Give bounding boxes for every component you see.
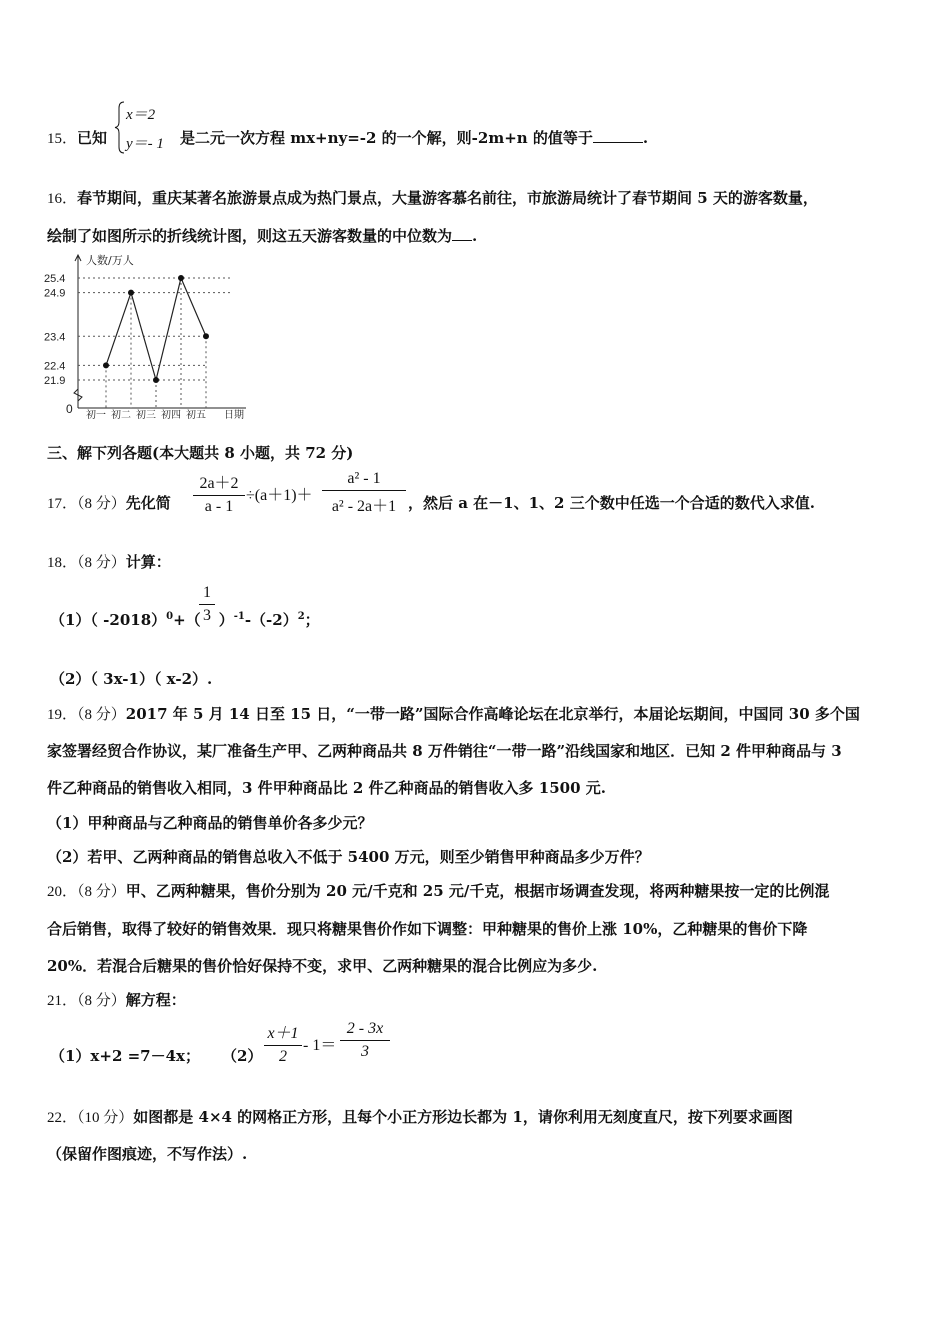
q21-frac2-den: 3 bbox=[361, 1043, 369, 1060]
q18-number: 18． bbox=[47, 555, 78, 571]
q21-start bbox=[47, 989, 186, 1010]
q21-frac1-bar bbox=[264, 1045, 302, 1046]
q16-answer-blank bbox=[452, 226, 472, 241]
y-tick-label: 21.9 bbox=[44, 375, 66, 387]
q16-line2 bbox=[47, 225, 477, 246]
q15-eq2: y＝- 1 bbox=[126, 136, 164, 152]
q17-fraction-2 bbox=[322, 470, 406, 516]
origin-label: 0 bbox=[66, 402, 73, 416]
q22-number: 22． bbox=[47, 1110, 78, 1126]
q18-p1-end: ； bbox=[304, 611, 320, 629]
q19-line2: 家签署经贸合作协议，某厂准备生产甲、乙两种商品共 8 万件销往“一带一路”沿线国家和地区．已知 2 件甲种商品与 3 bbox=[47, 742, 842, 760]
section-3-heading: 三、解下列各题(本大题共 8 小题，共 72 分) bbox=[47, 444, 354, 462]
q21-part2-label: （2） bbox=[222, 1047, 263, 1065]
y-tick-label: 23.4 bbox=[44, 331, 66, 344]
q20-score: （8 分） bbox=[77, 884, 126, 900]
q20-line3: 20%．若混合后糖果的售价恰好保持不变，求甲、乙两种糖果的混合比例应为多少. bbox=[47, 957, 598, 975]
q21-frac2-num: 2 - 3x bbox=[346, 1020, 384, 1037]
y-tick-label: 22.4 bbox=[44, 360, 66, 373]
q16-text2: 绘制了如图所示的折线统计图，则这五天游客数量的中位数为 bbox=[47, 227, 453, 245]
q21-label: 解方程： bbox=[125, 991, 186, 1009]
q18-p1-minus: -（-2） bbox=[244, 611, 298, 629]
q20-line1 bbox=[47, 880, 829, 901]
data-point-初一 bbox=[103, 362, 109, 368]
q16-line1 bbox=[47, 187, 818, 208]
q21-score: （8 分） bbox=[77, 993, 126, 1009]
q20-text1: 甲、乙两种糖果，售价分别为 20 元/千克和 25 元/千克，根据市场调查发现，将两种糖果按一定的比例混 bbox=[125, 882, 830, 900]
data-point-初二 bbox=[128, 290, 134, 296]
q15-prefix: 已知 bbox=[77, 129, 108, 147]
y-tick-label: 25.4 bbox=[44, 273, 66, 285]
q22-text1: 如图都是 4×4 的网格正方形，且每个小正方形边长都为 1，请你利用无刻度直尺，按下列要求画图 bbox=[133, 1108, 793, 1126]
q17-text: ，然后 a 在－1、1、2 三个数中任选一个合适的数代入求值. bbox=[408, 494, 815, 512]
q21-frac1-den: 2 bbox=[279, 1048, 287, 1065]
data-point-初三 bbox=[153, 377, 159, 383]
q17-frac1-bar bbox=[193, 495, 245, 496]
q15-text: 是二元一次方程 mx+ny=-2 的一个解，则-2m+n 的值等于 bbox=[180, 129, 593, 147]
q21-frac1-num: x＋1 bbox=[267, 1025, 299, 1042]
q17-start bbox=[47, 492, 171, 513]
q21-fraction-1 bbox=[264, 1020, 302, 1066]
q22-score: （10 分） bbox=[77, 1110, 134, 1126]
y-axis-label: 人数/万人 bbox=[86, 254, 134, 267]
q15-answer-blank bbox=[593, 128, 643, 143]
q22-line1 bbox=[47, 1106, 793, 1127]
q18-label: 计算： bbox=[125, 553, 171, 571]
q18-part1 bbox=[50, 609, 320, 630]
q21-frac2-bar bbox=[340, 1040, 390, 1041]
q18-part2: （2）（ 3x-1）（ x-2）. bbox=[50, 670, 213, 688]
x-tick-label: 初五 bbox=[186, 410, 206, 421]
q17-frac1-num: 2a＋2 bbox=[199, 475, 239, 492]
q19-sub2: （2）若甲、乙两种商品的销售总收入不低于 5400 万元，则至少销售甲种商品多少万件？ bbox=[47, 848, 650, 866]
q15-brace bbox=[114, 100, 126, 155]
q16-number: 16． bbox=[47, 191, 78, 207]
x-tick-label: 初一 bbox=[86, 410, 106, 421]
q18-p1-exp0: 0 bbox=[166, 611, 174, 622]
q17-score: （8 分） bbox=[77, 496, 126, 512]
x-tick-label: 初二 bbox=[111, 410, 131, 421]
q21-part1: （1）x+2 =7－4x； bbox=[50, 1047, 200, 1065]
x-axis-label: 日期 bbox=[224, 410, 244, 421]
q18-p1-start: （1）（ -2018） bbox=[50, 611, 167, 629]
q15-eq1: x＝2 bbox=[126, 107, 156, 123]
q20-number: 20． bbox=[47, 884, 78, 900]
q22-line2: （保留作图痕迹，不写作法）. bbox=[47, 1145, 248, 1163]
q21-number: 21． bbox=[47, 993, 78, 1009]
q18-p1-exp1: -1 bbox=[233, 611, 245, 622]
q19-text1: 2017 年 5 月 14 日至 15 日，“一带一路”国际合作高峰论坛在北京举行，本届论坛期间，中国同 30 多个国 bbox=[125, 705, 860, 723]
y-tick-label: 24.9 bbox=[44, 287, 66, 300]
x-tick-label: 初三 bbox=[136, 410, 156, 421]
data-point-初四 bbox=[178, 275, 184, 281]
q18-score: （8 分） bbox=[77, 555, 126, 571]
q17-middle: ÷(a＋1)＋ bbox=[246, 487, 313, 504]
data-point-初五 bbox=[203, 333, 209, 339]
q17-number: 17． bbox=[47, 496, 78, 512]
q21-minus-one: - 1＝ bbox=[303, 1037, 337, 1054]
q17-frac1-den: a - 1 bbox=[204, 498, 234, 515]
line-chart bbox=[40, 250, 252, 422]
q18-p1-exp2: 2 bbox=[297, 611, 305, 622]
q15-end: . bbox=[642, 129, 649, 147]
q16-end: . bbox=[472, 227, 478, 245]
q15-number: 15． bbox=[47, 131, 78, 147]
q16-text1: 春节期间，重庆某著名旅游景点成为热门景点，大量游客慕名前往，市旅游局统计了春节期间 5 天的游客数量， bbox=[77, 189, 818, 207]
q15-text-line bbox=[180, 127, 648, 148]
q18-fraction bbox=[199, 584, 215, 625]
q17-frac2-den: a² - 2a＋1 bbox=[331, 498, 397, 515]
q19-line1 bbox=[47, 703, 860, 724]
q17-frac2-bar bbox=[322, 490, 406, 491]
q18-start bbox=[47, 551, 171, 572]
q18-p1-plus: +（ bbox=[173, 611, 201, 629]
q15 bbox=[47, 127, 107, 148]
q21-fraction-2 bbox=[340, 1020, 390, 1061]
q18-p1-close: ） bbox=[218, 611, 234, 629]
q18-frac-den: 3 bbox=[203, 607, 211, 624]
q19-sub1: （1）甲种商品与乙种商品的销售单价各多少元？ bbox=[47, 814, 373, 832]
q20-line2: 合后销售，取得了较好的销售效果．现只将糖果售价作如下调整：甲种糖果的售价上涨 10%，乙种糖果的售价下降 bbox=[47, 920, 808, 938]
q17-prefix: 先化简 bbox=[125, 494, 171, 512]
q18-frac-bar bbox=[199, 604, 215, 605]
q19-number: 19． bbox=[47, 707, 78, 723]
q18-frac-num: 1 bbox=[203, 584, 211, 601]
x-tick-label: 初四 bbox=[161, 410, 181, 421]
q19-score: （8 分） bbox=[77, 707, 126, 723]
q17-fraction-1 bbox=[193, 470, 245, 516]
q19-line3: 件乙种商品的销售收入相同，3 件甲种商品比 2 件乙种商品的销售收入多 1500 元. bbox=[47, 779, 606, 797]
q17-frac2-num: a² - 1 bbox=[347, 470, 381, 487]
